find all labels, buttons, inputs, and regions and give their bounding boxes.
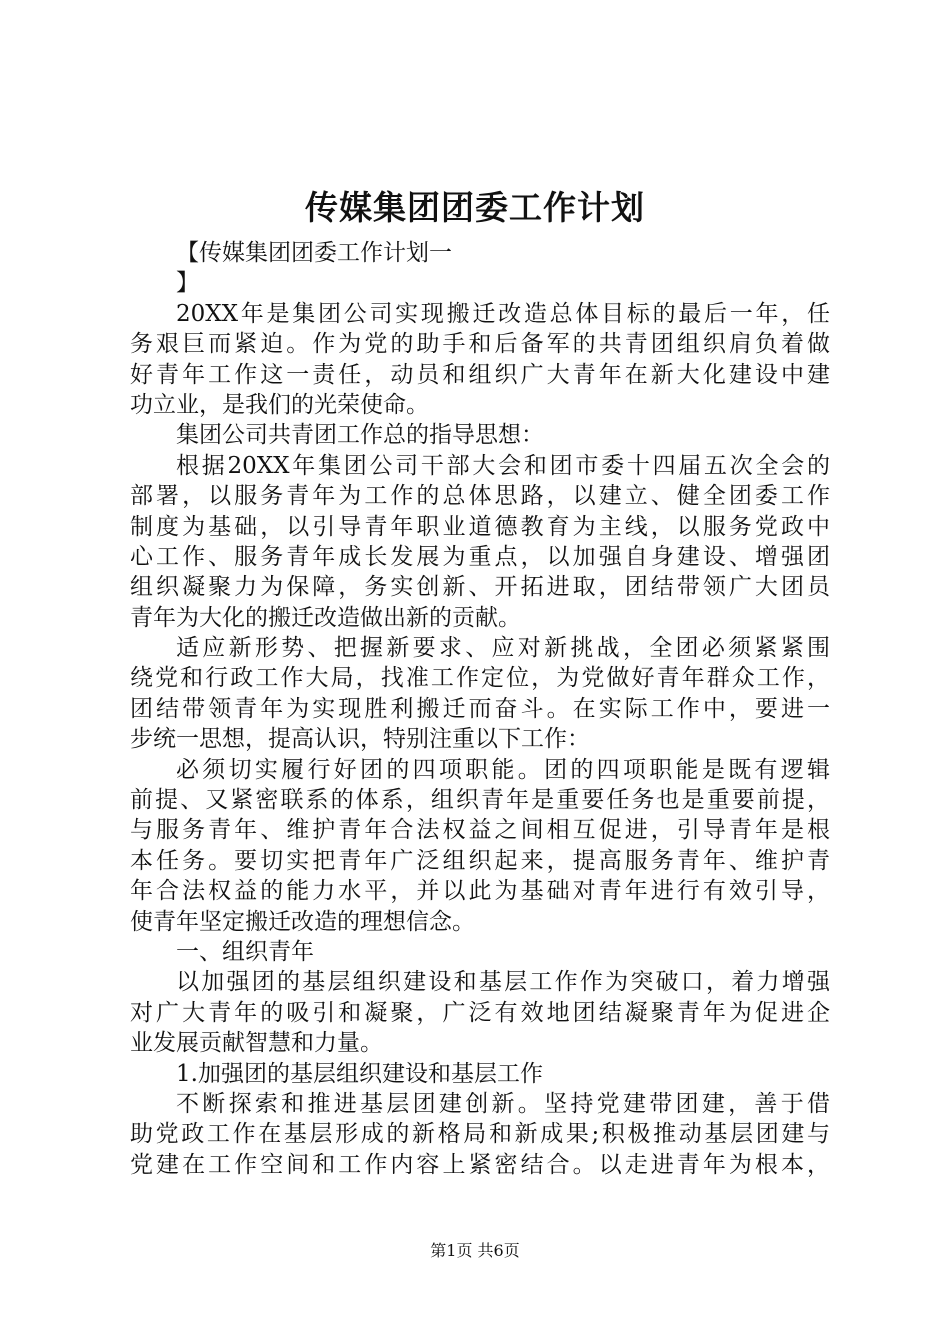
document-body bbox=[130, 238, 830, 1180]
text-line: 绕党和行政工作大局，找准工作定位，为党做好青年群众工作， bbox=[130, 665, 830, 692]
text-line: 业发展贡献智慧和力量。 bbox=[130, 1030, 383, 1057]
text-line: 年合法权益的能力水平，并以此为基础对青年进行有效引导， bbox=[130, 878, 830, 905]
text-line: 必须切实履行好团的四项职能。团的四项职能是既有逻辑 bbox=[176, 756, 830, 783]
section-heading: 一、组织青年 bbox=[176, 938, 314, 965]
text-line: 组织凝聚力为保障，务实创新、开拓进取，团结带领广大团员 bbox=[130, 574, 830, 601]
text-line: 部署，以服务青年为工作的总体思路，以建立、健全团委工作 bbox=[130, 483, 830, 510]
text-line: 【传媒集团团委工作计划一 bbox=[176, 240, 452, 266]
text-line: 务艰巨而紧迫。作为党的助手和后备军的共青团组织肩负着做 bbox=[130, 331, 830, 358]
text-line: 党建在工作空间和工作内容上紧密结合。以走进青年为根本， bbox=[130, 1151, 830, 1178]
text-line: 团结带领青年为实现胜利搬迁而奋斗。在实际工作中，要进一 bbox=[130, 695, 830, 722]
text-line: 不断探索和推进基层团建创新。坚持党建带团建，善于借 bbox=[176, 1090, 830, 1117]
text-line: 本任务。要切实把青年广泛组织起来，提高服务青年、维护青 bbox=[130, 847, 830, 874]
text-line: 适应新形势、把握新要求、应对新挑战，全团必须紧紧围 bbox=[176, 635, 830, 662]
text-line: 助党政工作在基层形成的新格局和新成果;积极推动基层团建与 bbox=[130, 1121, 830, 1148]
text-line: 对广大青年的吸引和凝聚，广泛有效地团结凝聚青年为促进企 bbox=[130, 999, 830, 1026]
text-line: 功立业，是我们的光荣使命。 bbox=[130, 391, 429, 418]
text-line: 与服务青年、维护青年合法权益之间相互促进，引导青年是根 bbox=[130, 817, 830, 844]
text-line: 以加强团的基层组织建设和基层工作作为突破口，着力增强 bbox=[176, 969, 830, 996]
text-line: 青年为大化的搬迁改造做出新的贡献。 bbox=[130, 604, 521, 631]
text-line: 集团公司共青团工作总的指导思想： bbox=[176, 422, 544, 449]
page-footer: 第1页 共6页 bbox=[430, 1241, 520, 1260]
text-line: 心工作、服务青年成长发展为重点，以加强自身建设、增强团 bbox=[130, 543, 830, 570]
text-line: 好青年工作这一责任，动员和组织广大青年在新大化建设中建 bbox=[130, 361, 830, 388]
subsection-heading: 1.加强团的基层组织建设和基层工作 bbox=[176, 1060, 543, 1087]
text-line: 根据20XX年集团公司干部大会和团市委十四届五次全会的 bbox=[176, 452, 830, 479]
text-line: 20XX年是集团公司实现搬迁改造总体目标的最后一年，任 bbox=[176, 300, 830, 327]
document-title: 传媒集团团委工作计划 bbox=[305, 188, 645, 227]
text-line: 制度为基础，以引导青年职业道德教育为主线，以服务党政中 bbox=[130, 513, 830, 540]
text-line: 前提、又紧密联系的体系，组织青年是重要任务也是重要前提， bbox=[130, 787, 830, 814]
text-line: 使青年坚定搬迁改造的理想信念。 bbox=[130, 908, 475, 935]
text-line: 】 bbox=[176, 270, 199, 297]
text-line: 步统一思想，提高认识，特别注重以下工作： bbox=[130, 726, 590, 753]
